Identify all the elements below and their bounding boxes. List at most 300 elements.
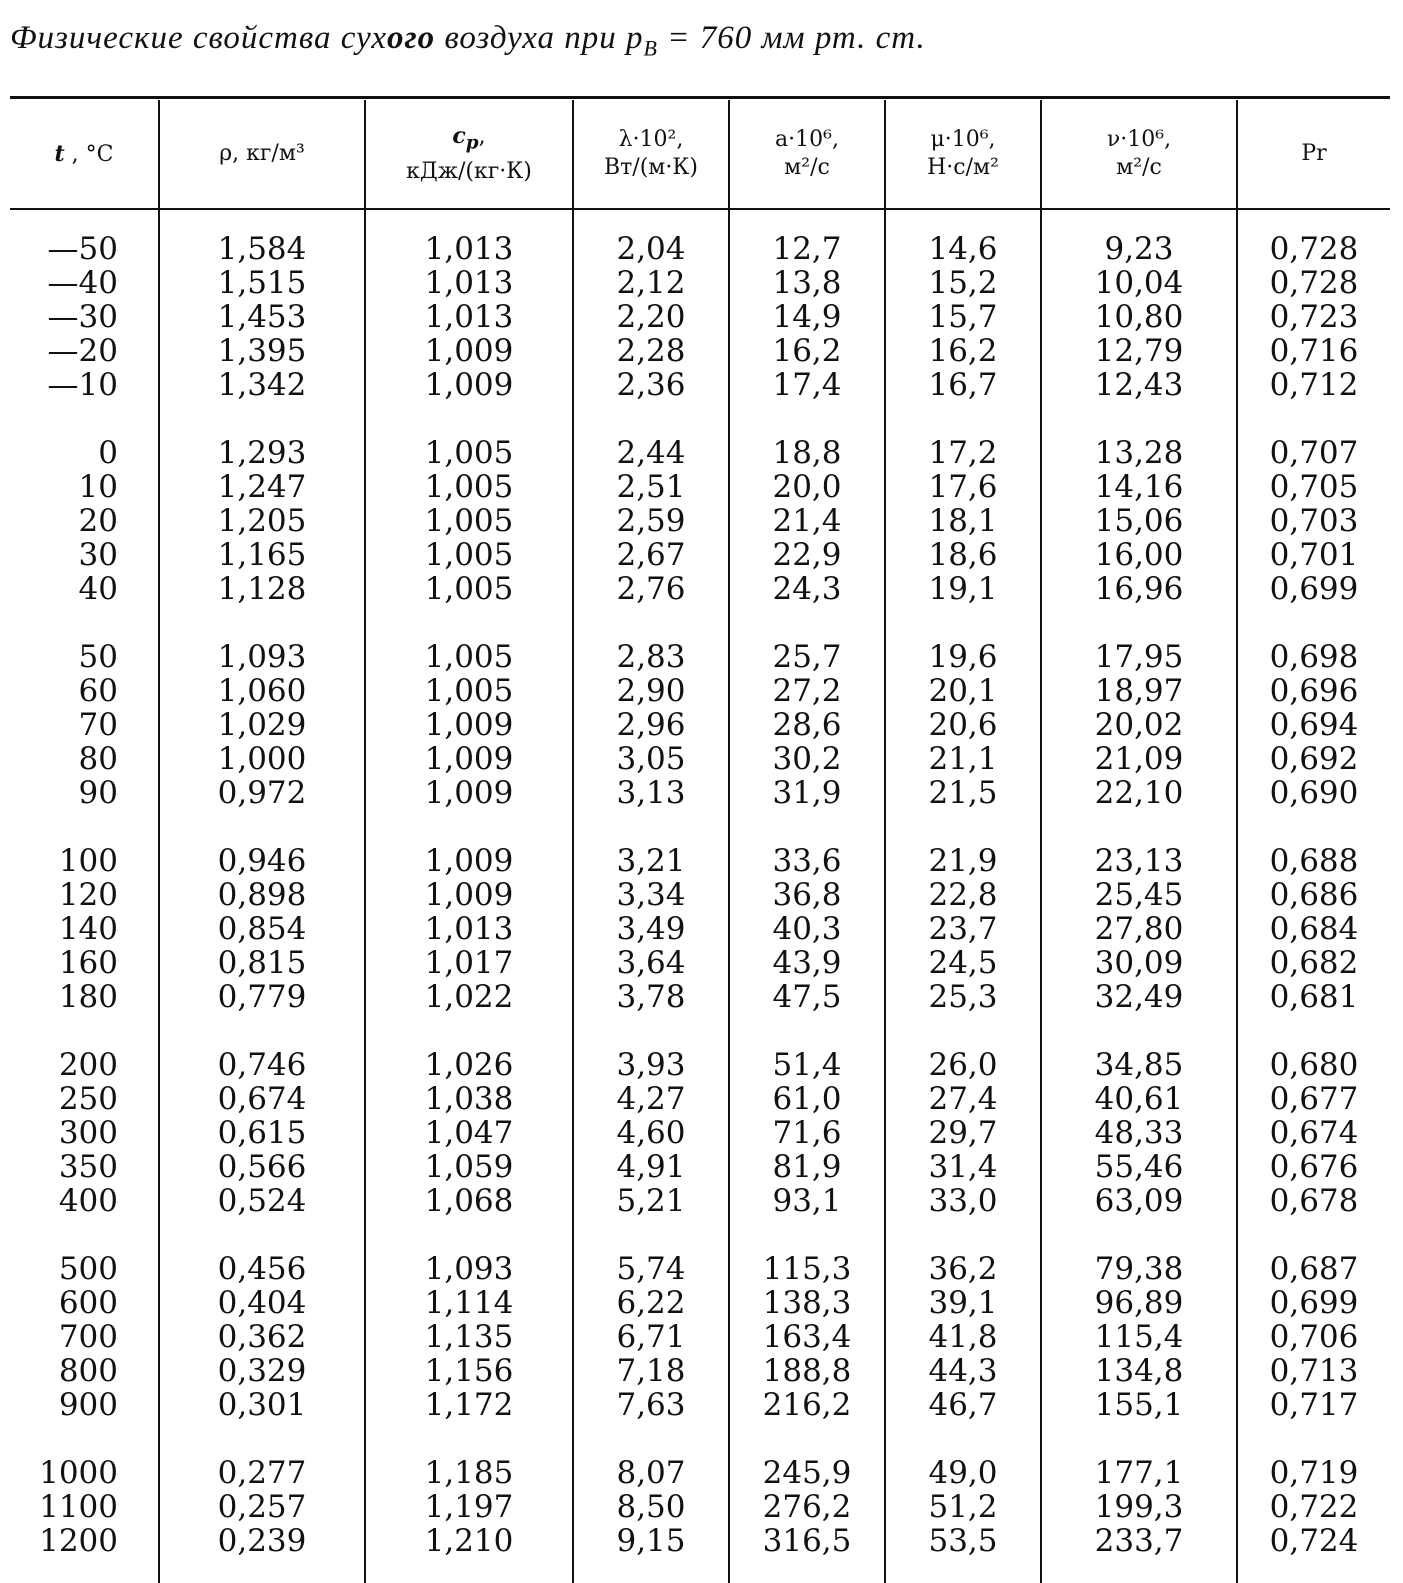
table-cell-mu: 36,2	[928, 1251, 998, 1287]
table-cell-rho: 1,515	[217, 265, 307, 301]
table-cell-rho: 0,524	[217, 1183, 307, 1219]
row-group-gap	[160, 402, 364, 436]
table-cell-pr: 0,699	[1269, 571, 1359, 607]
table-cell-nu: 79,38	[1094, 1251, 1184, 1287]
table-cell-pr: 0,678	[1269, 1183, 1359, 1219]
table-cell-nu: 27,80	[1094, 911, 1184, 947]
table-cell-nu: 40,61	[1094, 1081, 1184, 1117]
table-cell-rho: 1,205	[217, 503, 307, 539]
table-cell-pr: 0,698	[1269, 639, 1359, 675]
table-cell-nu: 199,3	[1094, 1489, 1184, 1525]
table-cell-t: —40	[47, 265, 118, 301]
table-cell-cp: 1,005	[424, 537, 514, 573]
table-cell-t: 1200	[39, 1523, 118, 1559]
header-t-symbol: t	[54, 140, 65, 167]
row-group-gap	[1238, 402, 1390, 436]
table-cell-nu: 25,45	[1094, 877, 1184, 913]
table-cell-a: 51,4	[772, 1047, 842, 1083]
table-cell-lam: 2,83	[616, 639, 686, 675]
table-cell-rho: 1,000	[217, 741, 307, 777]
table-cell-rho: 0,277	[217, 1455, 307, 1491]
table-cell-t: 500	[58, 1251, 118, 1287]
table-cell-mu: 26,0	[928, 1047, 998, 1083]
table-cell-mu: 33,0	[928, 1183, 998, 1219]
table-cell-rho: 0,615	[217, 1115, 307, 1151]
table-cell-lam: 2,36	[616, 367, 686, 403]
row-group-gap	[160, 810, 364, 844]
row-group-gap	[730, 1014, 884, 1048]
table-cell-t: 250	[58, 1081, 118, 1117]
row-group-gap	[730, 402, 884, 436]
table-cell-pr: 0,676	[1269, 1149, 1359, 1185]
table-cell-rho: 1,247	[217, 469, 307, 505]
table-cell-rho: 0,815	[217, 945, 307, 981]
table-cell-nu: 30,09	[1094, 945, 1184, 981]
table-cell-a: 24,3	[772, 571, 842, 607]
table-cell-lam: 2,44	[616, 435, 686, 471]
table-cell-pr: 0,694	[1269, 707, 1359, 743]
title-subscript: B	[643, 35, 658, 61]
table-cell-mu: 18,6	[928, 537, 998, 573]
title-suffix: = 760 мм рт. ст.	[657, 20, 926, 56]
table-cell-rho: 1,584	[217, 232, 307, 267]
table-cell-pr: 0,712	[1269, 367, 1359, 403]
table-cell-t: 160	[58, 945, 118, 981]
table-cell-pr: 0,723	[1269, 299, 1359, 335]
table-cell-pr: 0,717	[1269, 1387, 1359, 1423]
table-cell-pr: 0,696	[1269, 673, 1359, 709]
table-cell-lam: 3,05	[616, 741, 686, 777]
table-cell-mu: 21,5	[928, 775, 998, 811]
table-cell-a: 47,5	[772, 979, 842, 1015]
table-cell-rho: 0,239	[217, 1523, 307, 1559]
row-group-gap	[1042, 810, 1236, 844]
table-cell-a: 138,3	[762, 1285, 852, 1321]
table-cell-mu: 53,5	[928, 1523, 998, 1559]
table-cell-a: 17,4	[772, 367, 842, 403]
table-cell-a: 71,6	[772, 1115, 842, 1151]
table-cell-mu: 41,8	[928, 1319, 998, 1355]
table-cell-rho: 0,456	[217, 1251, 307, 1287]
row-group-gap	[160, 1422, 364, 1456]
row-group-gap	[886, 402, 1040, 436]
table-cell-nu: 16,96	[1094, 571, 1184, 607]
table-cell-a: 216,2	[762, 1387, 852, 1423]
table-cell-cp: 1,210	[424, 1523, 514, 1559]
header-lambda-line2: Вт/(м·К)	[603, 155, 699, 180]
table-cell-cp: 1,017	[424, 945, 514, 981]
table-cell-mu: 16,7	[928, 367, 998, 403]
table-cell-cp: 1,005	[424, 435, 514, 471]
table-cell-t: —50	[47, 232, 118, 267]
table-cell-mu: 20,1	[928, 673, 998, 709]
header-bottom-rule	[10, 208, 1390, 210]
table-cell-mu: 19,6	[928, 639, 998, 675]
table-cell-nu: 9,23	[1104, 232, 1174, 267]
table-cell-lam: 3,13	[616, 775, 686, 811]
row-group-gap	[1238, 1422, 1390, 1456]
table-cell-t: 20	[78, 503, 118, 539]
table-cell-t: 90	[78, 775, 118, 811]
row-group-gap	[1042, 402, 1236, 436]
column-pr	[1238, 232, 1390, 1582]
table-cell-pr: 0,699	[1269, 1285, 1359, 1321]
table-cell-t: 60	[78, 673, 118, 709]
row-group-gap	[1042, 1014, 1236, 1048]
table-cell-a: 12,7	[772, 232, 842, 267]
row-group-gap	[886, 1218, 1040, 1252]
table-cell-nu: 20,02	[1094, 707, 1184, 743]
table-cell-pr: 0,716	[1269, 333, 1359, 369]
table-cell-nu: 14,16	[1094, 469, 1184, 505]
row-group-gap	[366, 1218, 572, 1252]
table-cell-cp: 1,005	[424, 571, 514, 607]
table-cell-nu: 32,49	[1094, 979, 1184, 1015]
table-cell-rho: 1,165	[217, 537, 307, 573]
row-group-gap	[160, 1014, 364, 1048]
table-cell-pr: 0,713	[1269, 1353, 1359, 1389]
table-cell-nu: 233,7	[1094, 1523, 1184, 1559]
table-cell-mu: 17,2	[928, 435, 998, 471]
table-cell-lam: 8,50	[616, 1489, 686, 1525]
table-cell-nu: 21,09	[1094, 741, 1184, 777]
row-group-gap	[886, 1014, 1040, 1048]
table-cell-nu: 155,1	[1094, 1387, 1184, 1423]
table-cell-nu: 34,85	[1094, 1047, 1184, 1083]
table-cell-t: 180	[58, 979, 118, 1015]
table-cell-pr: 0,724	[1269, 1523, 1359, 1559]
table-cell-t: 400	[58, 1183, 118, 1219]
header-rho-unit: , кг/м³	[232, 141, 305, 166]
row-group-gap	[730, 1218, 884, 1252]
table-cell-nu: 17,95	[1094, 639, 1184, 675]
header-mu-line1: μ·10⁶,	[930, 127, 996, 152]
column-cp	[366, 232, 572, 1582]
table-cell-nu: 22,10	[1094, 775, 1184, 811]
table-cell-lam: 4,60	[616, 1115, 686, 1151]
table-cell-lam: 3,49	[616, 911, 686, 947]
table-cell-pr: 0,682	[1269, 945, 1359, 981]
table-cell-mu: 51,2	[928, 1489, 998, 1525]
table-cell-t: 50	[78, 639, 118, 675]
table-cell-lam: 2,90	[616, 673, 686, 709]
table-cell-rho: 1,029	[217, 707, 307, 743]
table-cell-lam: 2,96	[616, 707, 686, 743]
header-lambda	[574, 100, 728, 208]
row-group-gap	[730, 810, 884, 844]
table-cell-mu: 44,3	[928, 1353, 998, 1389]
table-cell-lam: 3,64	[616, 945, 686, 981]
table-cell-nu: 23,13	[1094, 843, 1184, 879]
column-lambda	[574, 232, 728, 1582]
table-cell-cp: 1,156	[424, 1353, 514, 1389]
table-cell-t: 100	[58, 843, 118, 879]
table-cell-cp: 1,005	[424, 469, 514, 505]
table-cell-t: —10	[47, 367, 118, 403]
table-cell-a: 36,8	[772, 877, 842, 913]
table-cell-lam: 2,12	[616, 265, 686, 301]
table-cell-rho: 0,566	[217, 1149, 307, 1185]
row-group-gap	[1042, 606, 1236, 640]
table-cell-lam: 7,63	[616, 1387, 686, 1423]
title-bold-fragment: ого	[387, 20, 436, 56]
table-cell-pr: 0,728	[1269, 265, 1359, 301]
table-cell-rho: 1,128	[217, 571, 307, 607]
header-cp-symbol: c	[452, 123, 466, 150]
table-cell-cp: 1,005	[424, 503, 514, 539]
table-cell-a: 40,3	[772, 911, 842, 947]
table-cell-rho: 1,060	[217, 673, 307, 709]
header-nu-line2: м²/с	[1116, 155, 1162, 180]
table-cell-cp: 1,026	[424, 1047, 514, 1083]
table-cell-mu: 46,7	[928, 1387, 998, 1423]
table-cell-a: 43,9	[772, 945, 842, 981]
table-cell-a: 115,3	[762, 1251, 852, 1287]
table-cell-t: 40	[78, 571, 118, 607]
table-cell-mu: 16,2	[928, 333, 998, 369]
table-cell-t: 70	[78, 707, 118, 743]
table-cell-cp: 1,009	[424, 843, 514, 879]
table-cell-mu: 27,4	[928, 1081, 998, 1117]
table-cell-lam: 6,22	[616, 1285, 686, 1321]
table-cell-a: 22,9	[772, 537, 842, 573]
table-cell-t: 300	[58, 1115, 118, 1151]
table-cell-a: 316,5	[762, 1523, 852, 1559]
table-cell-a: 163,4	[762, 1319, 852, 1355]
header-nu-line1: ν·10⁶,	[1106, 127, 1172, 152]
table-cell-rho: 1,093	[217, 639, 307, 675]
row-group-gap	[366, 810, 572, 844]
table-cell-nu: 10,04	[1094, 265, 1184, 301]
table-cell-a: 28,6	[772, 707, 842, 743]
table-cell-lam: 3,34	[616, 877, 686, 913]
table-cell-rho: 0,746	[217, 1047, 307, 1083]
table-cell-cp: 1,009	[424, 333, 514, 369]
table-cell-a: 21,4	[772, 503, 842, 539]
table-cell-nu: 12,79	[1094, 333, 1184, 369]
table-cell-cp: 1,047	[424, 1115, 514, 1151]
table-cell-mu: 15,2	[928, 265, 998, 301]
table-title	[10, 20, 1390, 62]
table-cell-t: 140	[58, 911, 118, 947]
table-cell-a: 14,9	[772, 299, 842, 335]
table-cell-a: 93,1	[772, 1183, 842, 1219]
table-cell-pr: 0,687	[1269, 1251, 1359, 1287]
table-cell-pr: 0,686	[1269, 877, 1359, 913]
table-cell-a: 81,9	[772, 1149, 842, 1185]
header-a-line1: a·10⁶,	[775, 127, 839, 152]
header-mu	[886, 100, 1040, 208]
table-cell-mu: 31,4	[928, 1149, 998, 1185]
table-cell-cp: 1,197	[424, 1489, 514, 1525]
table-cell-lam: 2,20	[616, 299, 686, 335]
table-cell-nu: 55,46	[1094, 1149, 1184, 1185]
table-cell-mu: 49,0	[928, 1455, 998, 1491]
table-cell-rho: 0,779	[217, 979, 307, 1015]
row-group-gap	[574, 1218, 728, 1252]
table-cell-cp: 1,013	[424, 232, 514, 267]
table-cell-a: 16,2	[772, 333, 842, 369]
table-cell-lam: 3,93	[616, 1047, 686, 1083]
table-cell-cp: 1,038	[424, 1081, 514, 1117]
column-mu	[886, 232, 1040, 1582]
row-group-gap	[886, 606, 1040, 640]
table-cell-lam: 3,78	[616, 979, 686, 1015]
table-cell-mu: 39,1	[928, 1285, 998, 1321]
row-group-gap	[1238, 1218, 1390, 1252]
table-cell-a: 13,8	[772, 265, 842, 301]
column-rho	[160, 232, 364, 1582]
table-cell-pr: 0,681	[1269, 979, 1359, 1015]
table-cell-a: 61,0	[772, 1081, 842, 1117]
table-cell-nu: 134,8	[1094, 1353, 1184, 1389]
table-cell-nu: 63,09	[1094, 1183, 1184, 1219]
table-cell-t: 200	[58, 1047, 118, 1083]
header-rho	[160, 100, 364, 208]
table-cell-a: 188,8	[762, 1353, 852, 1389]
row-group-gap	[366, 402, 572, 436]
table-cell-mu: 20,6	[928, 707, 998, 743]
table-cell-t: 900	[58, 1387, 118, 1423]
table-cell-cp: 1,172	[424, 1387, 514, 1423]
table-cell-rho: 1,342	[217, 367, 307, 403]
table-cell-mu: 18,1	[928, 503, 998, 539]
row-group-gap	[886, 810, 1040, 844]
table-cell-a: 276,2	[762, 1489, 852, 1525]
table-cell-a: 33,6	[772, 843, 842, 879]
table-cell-cp: 1,135	[424, 1319, 514, 1355]
row-group-gap	[10, 1422, 118, 1456]
table-cell-mu: 21,9	[928, 843, 998, 879]
table-cell-cp: 1,013	[424, 265, 514, 301]
table-cell-lam: 3,21	[616, 843, 686, 879]
table-cell-rho: 0,898	[217, 877, 307, 913]
table-cell-a: 27,2	[772, 673, 842, 709]
row-group-gap	[10, 810, 118, 844]
table-cell-pr: 0,728	[1269, 232, 1359, 267]
header-cp-subscript: p	[465, 132, 479, 154]
table-cell-pr: 0,706	[1269, 1319, 1359, 1355]
table-cell-lam: 4,27	[616, 1081, 686, 1117]
row-group-gap	[1238, 1014, 1390, 1048]
table-cell-t: —30	[47, 299, 118, 335]
header-rho-symbol: ρ	[219, 141, 233, 166]
table-cell-t: 1000	[39, 1455, 118, 1491]
table-cell-a: 20,0	[772, 469, 842, 505]
table-cell-mu: 29,7	[928, 1115, 998, 1151]
table-cell-cp: 1,009	[424, 877, 514, 913]
row-group-gap	[574, 1422, 728, 1456]
table-cell-pr: 0,719	[1269, 1455, 1359, 1491]
table-cell-lam: 5,74	[616, 1251, 686, 1287]
row-group-gap	[730, 1422, 884, 1456]
header-cp-comma: ,	[478, 124, 486, 150]
table-cell-pr: 0,688	[1269, 843, 1359, 879]
title-middle: воздуха при p	[435, 20, 644, 56]
row-group-gap	[160, 606, 364, 640]
table-cell-lam: 2,67	[616, 537, 686, 573]
header-t-unit: , °C	[64, 141, 114, 167]
table-cell-pr: 0,674	[1269, 1115, 1359, 1151]
table-cell-t: 1100	[39, 1489, 118, 1525]
table-cell-rho: 0,329	[217, 1353, 307, 1389]
table-cell-cp: 1,009	[424, 775, 514, 811]
table-cell-t: 800	[58, 1353, 118, 1389]
table-cell-cp: 1,022	[424, 979, 514, 1015]
table-cell-mu: 23,7	[928, 911, 998, 947]
table-cell-lam: 5,21	[616, 1183, 686, 1219]
row-group-gap	[1042, 1422, 1236, 1456]
row-group-gap	[10, 402, 118, 436]
row-group-gap	[1042, 1218, 1236, 1252]
table-cell-cp: 1,005	[424, 639, 514, 675]
table-cell-pr: 0,701	[1269, 537, 1359, 573]
table-cell-a: 30,2	[772, 741, 842, 777]
table-cell-rho: 0,301	[217, 1387, 307, 1423]
table-cell-nu: 12,43	[1094, 367, 1184, 403]
table-cell-mu: 14,6	[928, 232, 998, 267]
table-cell-rho: 1,395	[217, 333, 307, 369]
row-group-gap	[10, 1218, 118, 1252]
row-group-gap	[366, 606, 572, 640]
table-cell-pr: 0,680	[1269, 1047, 1359, 1083]
table-cell-cp: 1,013	[424, 911, 514, 947]
table-cell-pr: 0,707	[1269, 435, 1359, 471]
table-cell-t: 600	[58, 1285, 118, 1321]
table-cell-a: 18,8	[772, 435, 842, 471]
row-group-gap	[10, 606, 118, 640]
table-cell-rho: 0,674	[217, 1081, 307, 1117]
table-cell-mu: 19,1	[928, 571, 998, 607]
header-pr-label: Pr	[1301, 141, 1327, 166]
table-cell-cp: 1,013	[424, 299, 514, 335]
table-cell-lam: 2,51	[616, 469, 686, 505]
table-cell-rho: 0,362	[217, 1319, 307, 1355]
table-cell-cp: 1,059	[424, 1149, 514, 1185]
table-cell-pr: 0,684	[1269, 911, 1359, 947]
table-cell-cp: 1,009	[424, 367, 514, 403]
table-cell-nu: 16,00	[1094, 537, 1184, 573]
header-mu-line2: Н·с/м²	[927, 155, 999, 180]
table-cell-cp: 1,009	[424, 707, 514, 743]
table-cell-nu: 115,4	[1094, 1319, 1184, 1355]
table-cell-rho: 1,453	[217, 299, 307, 335]
header-pr	[1238, 100, 1390, 208]
table-cell-mu: 25,3	[928, 979, 998, 1015]
table-cell-t: 10	[78, 469, 118, 505]
table-cell-nu: 96,89	[1094, 1285, 1184, 1321]
table-cell-lam: 2,59	[616, 503, 686, 539]
row-group-gap	[574, 402, 728, 436]
table-cell-lam: 8,07	[616, 1455, 686, 1491]
table-cell-t: 80	[78, 741, 118, 777]
table-cell-nu: 13,28	[1094, 435, 1184, 471]
table-cell-nu: 10,80	[1094, 299, 1184, 335]
table-cell-pr: 0,690	[1269, 775, 1359, 811]
column-nu	[1042, 232, 1236, 1582]
table-cell-lam: 2,28	[616, 333, 686, 369]
table-cell-lam: 2,04	[616, 232, 686, 267]
row-group-gap	[160, 1218, 364, 1252]
table-cell-cp: 1,005	[424, 673, 514, 709]
table-cell-mu: 15,7	[928, 299, 998, 335]
table-cell-mu: 21,1	[928, 741, 998, 777]
table-cell-cp: 1,009	[424, 741, 514, 777]
table-cell-lam: 7,18	[616, 1353, 686, 1389]
table-cell-cp: 1,093	[424, 1251, 514, 1287]
row-group-gap	[574, 1014, 728, 1048]
header-a-line2: м²/с	[784, 155, 830, 180]
